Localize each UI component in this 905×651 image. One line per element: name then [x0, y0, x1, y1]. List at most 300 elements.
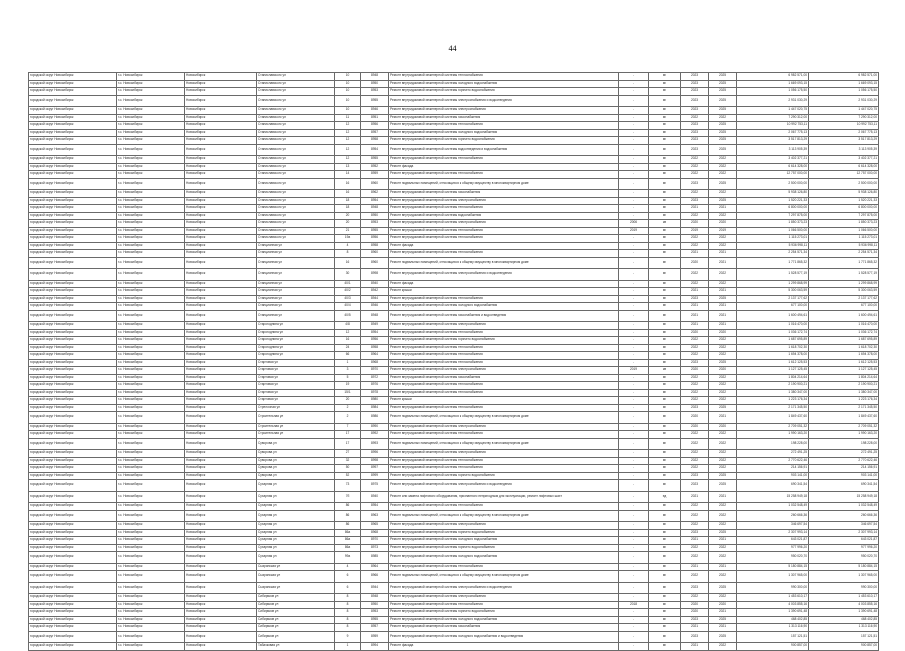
cell-flag: - — [619, 594, 649, 602]
cell-unit: м² — [649, 522, 681, 530]
cell-city: Новосибирск — [185, 359, 257, 367]
cell-city: Новосибирск — [185, 594, 257, 602]
cell-municipality: городской округ Новосибирск — [29, 571, 117, 583]
cell-unit: м² — [649, 329, 681, 337]
cell-house: 32 — [335, 457, 361, 465]
cell-city: Новосибирск — [185, 156, 257, 164]
cell-city: Новосибирск — [185, 280, 257, 288]
cell-year-end: 2022 — [709, 510, 737, 522]
cell-house: 4 — [335, 242, 361, 250]
cell-flag: 2018 — [619, 601, 649, 609]
cell-work-type: Ремонт внутридомовой инженерной системы газоснабжения — [389, 114, 619, 122]
cell-unit: м² — [649, 144, 681, 156]
cell-id: 8944 — [361, 295, 389, 303]
cell-year-end: 2022 — [709, 190, 737, 198]
cell-street: Сибиряков ул — [257, 624, 335, 632]
cell-year-start: 2022 — [681, 337, 709, 345]
cell-year-start: 2020 — [681, 412, 709, 424]
cell-cost: 1 771 865,32 — [737, 257, 809, 269]
cell-id: 8973 — [361, 544, 389, 552]
cell-year-start: 2022 — [681, 397, 709, 405]
cell-id: 8942 — [361, 288, 389, 296]
cell-locality-type: г.о. Новосибирск — [117, 544, 185, 552]
cell-id: 8956 — [361, 337, 389, 345]
cell-cost: 1 804 214,64 — [737, 374, 809, 382]
table-row — [29, 329, 879, 337]
cell-unit: м² — [649, 472, 681, 480]
table-row — [29, 367, 879, 375]
cell-house: 20 — [335, 397, 361, 405]
cell-id: 8955 — [361, 616, 389, 624]
cell-street: Станиславского ул — [257, 163, 335, 171]
cell-house: 8 — [335, 250, 361, 258]
cell-work-type: Ремонт внутридомовой инженерной системы электроснабжения — [389, 450, 619, 458]
cell-house: 86 — [335, 510, 361, 522]
cell-street: Станиславского ул — [257, 205, 335, 213]
cell-id: 8978 — [361, 389, 389, 397]
cell-year-end: 2022 — [709, 344, 737, 352]
cell-locality-type: г.о. Новосибирск — [117, 197, 185, 205]
cell-locality-type: г.о. Новосибирск — [117, 601, 185, 609]
cell-street: Стартовая ул — [257, 382, 335, 390]
cell-street: Стартовая ул — [257, 374, 335, 382]
cell-municipality: городской округ Новосибирск — [29, 73, 117, 81]
table-row — [29, 450, 879, 458]
cell-flag: - — [619, 529, 649, 537]
cell-municipality: городской округ Новосибирск — [29, 450, 117, 458]
cell-house: 16 — [335, 190, 361, 198]
cell-locality-type: г.о. Новосибирск — [117, 503, 185, 511]
cell-street: Станционная ул — [257, 257, 335, 269]
cell-id: 8992 — [361, 431, 389, 439]
cell-municipality: городской округ Новосибирск — [29, 163, 117, 171]
table-row — [29, 480, 879, 492]
cell-unit: м² — [649, 197, 681, 205]
cell-cost: 272 491,25 — [737, 450, 809, 458]
cell-street: Сибиряков ул — [257, 609, 335, 617]
cell-city: Новосибирск — [185, 197, 257, 205]
table-row — [29, 537, 879, 545]
cell-year-end: 2019 — [709, 227, 737, 235]
cell-street: Сибиряков ул — [257, 601, 335, 609]
cell-year-end: 2025 — [709, 88, 737, 96]
table-body — [29, 73, 879, 651]
cell-locality-type: г.о. Новосибирск — [117, 205, 185, 213]
cell-unit: м² — [649, 257, 681, 269]
cell-year-start: 2023 — [681, 631, 709, 643]
cell-municipality: городской округ Новосибирск — [29, 594, 117, 602]
table-row — [29, 643, 879, 651]
cell-municipality: городской округ Новосибирск — [29, 107, 117, 115]
table-row — [29, 107, 879, 115]
cell-locality-type: г.о. Новосибирск — [117, 465, 185, 473]
cell-city: Новосибирск — [185, 465, 257, 473]
cell-id: 8970 — [361, 367, 389, 375]
cell-unit: м² — [649, 310, 681, 322]
cell-year-start: 2022 — [681, 503, 709, 511]
cell-cost-total: 6 614 328,00 — [809, 163, 879, 171]
cell-flag: - — [619, 114, 649, 122]
cell-work-type: Ремонт внутридомовой инженерной системы горячего водоснабжения — [389, 137, 619, 145]
cell-locality-type: г.о. Новосибирск — [117, 235, 185, 243]
cell-unit: м² — [649, 552, 681, 564]
cell-cost-total: 4 003 855,16 — [809, 601, 879, 609]
table-row — [29, 457, 879, 465]
cell-city: Новосибирск — [185, 563, 257, 571]
cell-cost: 1 016 470,00 — [737, 322, 809, 330]
cell-cost-total: 198 228,00 — [809, 438, 879, 450]
cell-cost: 5 938 126,80 — [737, 190, 809, 198]
cell-flag: - — [619, 631, 649, 643]
table-row — [29, 594, 879, 602]
cell-unit: м² — [649, 503, 681, 511]
cell-unit: м² — [649, 171, 681, 179]
cell-year-start: 2023 — [681, 73, 709, 81]
table-row — [29, 190, 879, 198]
cell-year-end: 2022 — [709, 280, 737, 288]
cell-id: 8975 — [361, 480, 389, 492]
cell-house: 9 — [335, 631, 361, 643]
cell-year-start: 2020 — [681, 601, 709, 609]
cell-flag: - — [619, 197, 649, 205]
cell-flag: - — [619, 88, 649, 96]
cell-id: 8965 — [361, 522, 389, 530]
table-row — [29, 322, 879, 330]
cell-city: Новосибирск — [185, 144, 257, 156]
cell-municipality: городской округ Новосибирск — [29, 137, 117, 145]
cell-id: 8958 — [361, 242, 389, 250]
cell-work-type: Ремонт внутридомовой инженерной системы электроснабжения — [389, 107, 619, 115]
cell-unit: м² — [649, 529, 681, 537]
cell-cost-total: 1 066 500,00 — [809, 227, 879, 235]
cell-year-start: 2021 — [681, 250, 709, 258]
cell-work-type: Ремонт внутридомовой инженерной системы холодного водоснабжения и водоотведения — [389, 631, 619, 643]
table-row — [29, 359, 879, 367]
cell-cost: 1 669 093,15 — [737, 80, 809, 88]
cell-municipality: городской округ Новосибирск — [29, 178, 117, 190]
cell-year-end: 2022 — [709, 457, 737, 465]
cell-cost: 10 992 753,11 — [737, 122, 809, 130]
cell-cost-total: 214 156,91 — [809, 465, 879, 473]
cell-year-start: 2023 — [681, 582, 709, 594]
table-row — [29, 404, 879, 412]
cell-street: Сибиряков ул — [257, 631, 335, 643]
cell-cost: 214 156,91 — [737, 465, 809, 473]
cell-city: Новосибирск — [185, 295, 257, 303]
cell-flag: 2019 — [619, 367, 649, 375]
cell-unit: м² — [649, 205, 681, 213]
cell-municipality: городской округ Новосибирск — [29, 242, 117, 250]
cell-locality-type: г.о. Новосибирск — [117, 609, 185, 617]
cell-work-type: Ремонт внутридомовой инженерной системы горячего водоснабжения — [389, 609, 619, 617]
cell-flag: - — [619, 404, 649, 412]
cell-house: 1 — [335, 359, 361, 367]
cell-unit: м² — [649, 235, 681, 243]
cell-cost: 1 520 221,33 — [737, 197, 809, 205]
cell-year-start: 2021 — [681, 288, 709, 296]
cell-cost: 1 066 500,00 — [737, 227, 809, 235]
cell-house: 17 — [335, 438, 361, 450]
cell-cost: 1 380 347,00 — [737, 389, 809, 397]
cell-city: Новосибирск — [185, 389, 257, 397]
cell-unit: м² — [649, 457, 681, 465]
cell-city: Новосибирск — [185, 522, 257, 530]
cell-municipality: городской округ Новосибирск — [29, 465, 117, 473]
cell-work-type: Ремонт внутридомовой инженерной системы электроснабжения — [389, 423, 619, 431]
cell-cost: 2 171 345,50 — [737, 404, 809, 412]
cell-house: 86а — [335, 544, 361, 552]
cell-cost-total: 903 141,00 — [809, 472, 879, 480]
cell-city: Новосибирск — [185, 571, 257, 583]
cell-id: 8964 — [361, 563, 389, 571]
cell-cost-total: 1 520 221,33 — [809, 197, 879, 205]
cell-municipality: городской округ Новосибирск — [29, 205, 117, 213]
table-row — [29, 80, 879, 88]
cell-municipality: городской округ Новосибирск — [29, 582, 117, 594]
cell-street: Сухарная ул — [257, 503, 335, 511]
cell-flag: - — [619, 609, 649, 617]
cell-year-end: 2022 — [709, 544, 737, 552]
cell-city: Новосибирск — [185, 137, 257, 145]
cell-cost-total: 5 936 998,11 — [809, 242, 879, 250]
cell-year-end: 2021 — [709, 205, 737, 213]
cell-municipality: городской округ Новосибирск — [29, 552, 117, 564]
cell-city: Новосибирск — [185, 171, 257, 179]
cell-work-type: Ремонт фасада — [389, 242, 619, 250]
cell-street: Сухарная ул — [257, 491, 335, 503]
cell-year-end: 2025 — [709, 178, 737, 190]
cell-locality-type: г.о. Новосибирск — [117, 631, 185, 643]
cell-id: 8963 — [361, 510, 389, 522]
cell-work-type: Ремонт подвальных помещений, относящихся к общему имуществу в многоквартирном доме — [389, 178, 619, 190]
cell-cost: 6 614 328,00 — [737, 163, 809, 171]
cell-unit: м² — [649, 122, 681, 130]
cell-cost-total: 1 032 548,49 — [809, 503, 879, 511]
cell-flag: - — [619, 95, 649, 107]
cell-street: Сухарная ул — [257, 510, 335, 522]
cell-municipality: городской округ Новосибирск — [29, 491, 117, 503]
cell-municipality: городской округ Новосибирск — [29, 359, 117, 367]
table-row — [29, 563, 879, 571]
cell-flag: - — [619, 423, 649, 431]
cell-cost: 5 300 063,59 — [737, 288, 809, 296]
cell-year-end: 2025 — [709, 359, 737, 367]
cell-house: 5 — [335, 374, 361, 382]
cell-unit: м² — [649, 295, 681, 303]
cell-locality-type: г.о. Новосибирск — [117, 171, 185, 179]
cell-house: 4/8 — [335, 322, 361, 330]
cell-cost-total: 2 770 622,46 — [809, 457, 879, 465]
cell-cost-total: 260 666,36 — [809, 510, 879, 522]
cell-flag: - — [619, 389, 649, 397]
table-row — [29, 73, 879, 81]
cell-id: 8955 — [361, 156, 389, 164]
cell-cost-total: 1 600 494,61 — [809, 310, 879, 322]
cell-cost: 1 299 868,99 — [737, 280, 809, 288]
table-row — [29, 227, 879, 235]
cell-year-start: 2020 — [681, 367, 709, 375]
cell-flag: - — [619, 472, 649, 480]
cell-street: Стартовая ул — [257, 389, 335, 397]
cell-flag: 2006 — [619, 220, 649, 228]
cell-city: Новосибирск — [185, 178, 257, 190]
cell-year-start: 2022 — [681, 212, 709, 220]
cell-year-start: 2022 — [681, 190, 709, 198]
cell-id: 8999 — [361, 472, 389, 480]
cell-cost: 1 694 378,00 — [737, 352, 809, 360]
cell-city: Новосибирск — [185, 457, 257, 465]
cell-year-end: 2025 — [709, 404, 737, 412]
cell-work-type: Ремонт внутридомовой инженерной системы теплоснабжения — [389, 156, 619, 164]
cell-house: 18 — [335, 205, 361, 213]
cell-flag: - — [619, 257, 649, 269]
cell-flag: - — [619, 374, 649, 382]
cell-unit: м² — [649, 510, 681, 522]
cell-id: 8956 — [361, 235, 389, 243]
cell-cost: 1 453 610,17 — [737, 594, 809, 602]
cell-id: 8952 — [361, 163, 389, 171]
cell-year-start: 2022 — [681, 552, 709, 564]
cell-cost-total: 690 341,54 — [809, 480, 879, 492]
cell-year-end: 2022 — [709, 397, 737, 405]
cell-city: Новосибирск — [185, 205, 257, 213]
cell-street: Суворова ул — [257, 438, 335, 450]
cell-city: Новосибирск — [185, 397, 257, 405]
cell-id: 8986 — [361, 412, 389, 424]
cell-house: 18 — [335, 197, 361, 205]
cell-house: 30 — [335, 269, 361, 281]
table-row — [29, 491, 879, 503]
cell-locality-type: г.о. Новосибирск — [117, 178, 185, 190]
cell-locality-type: г.о. Новосибирск — [117, 404, 185, 412]
cell-year-start: 2021 — [681, 303, 709, 311]
cell-year-end: 2022 — [709, 431, 737, 439]
cell-work-type: Ремонт внутридомовой инженерной системы теплоснабжения — [389, 227, 619, 235]
cell-cost: 1 849 437,60 — [737, 412, 809, 424]
cell-street: Станционная ул — [257, 242, 335, 250]
cell-flag: - — [619, 382, 649, 390]
cell-cost: 2 137 177,62 — [737, 295, 809, 303]
cell-year-end: 2025 — [709, 107, 737, 115]
cell-municipality: городской округ Новосибирск — [29, 382, 117, 390]
cell-locality-type: г.о. Новосибирск — [117, 352, 185, 360]
cell-unit: м² — [649, 190, 681, 198]
cell-cost: 900 857,00 — [737, 643, 809, 651]
cell-locality-type: г.о. Новосибирск — [117, 382, 185, 390]
cell-cost-total: 1 307 965,00 — [809, 571, 879, 583]
cell-house: 8 — [335, 624, 361, 632]
cell-unit: м² — [649, 344, 681, 352]
cell-street: Станционная ул — [257, 269, 335, 281]
cell-locality-type: г.о. Новосибирск — [117, 397, 185, 405]
cell-work-type: Ремонт внутридомовой инженерной системы горячего водоснабжения — [389, 337, 619, 345]
cell-id: 8966 — [361, 571, 389, 583]
cell-year-end: 2025 — [709, 480, 737, 492]
cell-cost-total: 5 300 063,59 — [809, 288, 879, 296]
cell-house: 66 — [335, 352, 361, 360]
cell-street: Строительная ул — [257, 412, 335, 424]
table-row — [29, 250, 879, 258]
cell-work-type: Ремонт подвальных помещений, относящихся к общему имуществу в многоквартирном доме — [389, 412, 619, 424]
cell-year-end: 2025 — [709, 631, 737, 643]
cell-year-end: 2022 — [709, 235, 737, 243]
cell-id: 8954 — [361, 197, 389, 205]
cell-id: 8998 — [361, 457, 389, 465]
cell-street: Станиславского ул — [257, 137, 335, 145]
cell-cost-total: 2 137 177,62 — [809, 295, 879, 303]
cell-year-end: 2022 — [709, 337, 737, 345]
cell-house: 40/3 — [335, 295, 361, 303]
cell-year-start: 2021 — [681, 491, 709, 503]
cell-cost: 1 528 577,19 — [737, 269, 809, 281]
cell-locality-type: г.о. Новосибирск — [117, 288, 185, 296]
cell-street: Сухарная ул — [257, 552, 335, 564]
cell-locality-type: г.о. Новосибирск — [117, 156, 185, 164]
cell-locality-type: г.о. Новосибирск — [117, 80, 185, 88]
cell-house: 15/1 — [335, 389, 361, 397]
cell-house: 12 — [335, 122, 361, 130]
cell-street: Станиславского ул — [257, 220, 335, 228]
cell-work-type: Ремонт внутридомовой инженерной системы газоснабжения и водоотведения — [389, 310, 619, 322]
cell-street: Строительная ул — [257, 431, 335, 439]
cell-house: 12 — [335, 156, 361, 164]
cell-year-end: 2020 — [709, 329, 737, 337]
cell-locality-type: г.о. Новосибирск — [117, 295, 185, 303]
cell-id: 8953 — [361, 220, 389, 228]
cell-cost-total: 157 121,51 — [809, 631, 879, 643]
cell-municipality: городской округ Новосибирск — [29, 190, 117, 198]
cell-id: 8980 — [361, 397, 389, 405]
cell-flag: - — [619, 571, 649, 583]
cell-year-start: 2022 — [681, 431, 709, 439]
cell-id: 8957 — [361, 624, 389, 632]
cell-city: Новосибирск — [185, 220, 257, 228]
cell-flag: - — [619, 269, 649, 281]
cell-cost: 198 228,00 — [737, 438, 809, 450]
cell-cost-total: 2 067 775,13 — [809, 129, 879, 137]
cell-municipality: городской округ Новосибирск — [29, 322, 117, 330]
cell-city: Новосибирск — [185, 472, 257, 480]
cell-locality-type: г.о. Новосибирск — [117, 269, 185, 281]
cell-work-type: Ремонт подвальных помещений, относящихся к общему имуществу в многоквартирном доме — [389, 571, 619, 583]
cell-locality-type: г.о. Новосибирск — [117, 344, 185, 352]
cell-year-start: 2022 — [681, 465, 709, 473]
cell-unit: м² — [649, 80, 681, 88]
table-row — [29, 122, 879, 130]
cell-locality-type: г.о. Новосибирск — [117, 480, 185, 492]
cell-work-type: Ремонт фасада — [389, 163, 619, 171]
cell-flag: - — [619, 171, 649, 179]
cell-id: 8955 — [361, 95, 389, 107]
cell-year-start: 2022 — [681, 457, 709, 465]
cell-unit: м² — [649, 156, 681, 164]
cell-cost-total: 15 258 949,18 — [809, 491, 879, 503]
cell-house: 8 — [335, 601, 361, 609]
cell-unit: м² — [649, 582, 681, 594]
cell-cost: 6 982 571,00 — [737, 73, 809, 81]
cell-id: 8951 — [361, 114, 389, 122]
cell-house: 13 — [335, 163, 361, 171]
cell-cost: 12 757 000,00 — [737, 171, 809, 179]
table-row — [29, 601, 879, 609]
cell-cost: 1 307 965,00 — [737, 571, 809, 583]
cell-work-type: Ремонт внутридомовой инженерной системы газоснабжения — [389, 624, 619, 632]
cell-year-start: 2021 — [681, 322, 709, 330]
cell-cost-total: 3 517 813,29 — [809, 137, 879, 145]
cell-municipality: городской округ Новосибирск — [29, 129, 117, 137]
cell-locality-type: г.о. Новосибирск — [117, 431, 185, 439]
cell-work-type: Ремонт внутридомовой инженерной системы газоснабжения — [389, 374, 619, 382]
